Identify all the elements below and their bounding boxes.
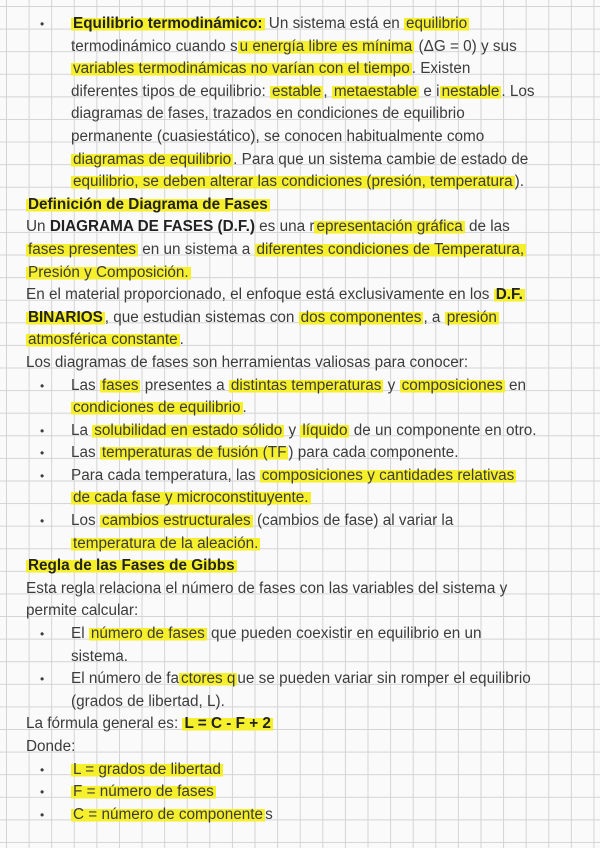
text: . bbox=[242, 399, 247, 417]
text: . Los bbox=[501, 82, 535, 100]
text-line: permanente (cuasiestático), se conocen habitualmente como bbox=[71, 127, 485, 145]
list-item bbox=[26, 510, 586, 533]
text-line: permite calcular: bbox=[26, 602, 139, 620]
highlight: distintas temperaturas bbox=[230, 376, 382, 394]
text: y bbox=[284, 421, 301, 439]
text: de las bbox=[464, 218, 510, 236]
text-line bbox=[26, 262, 586, 285]
highlight: composiciones bbox=[401, 376, 503, 394]
list-item bbox=[26, 668, 586, 691]
text: , bbox=[323, 82, 332, 100]
text: En el material proporcionado, el enfoque está exclusivamente en los bbox=[26, 286, 494, 304]
heading-text: Definición de Diagrama de Fases bbox=[28, 195, 268, 213]
highlight: temperatura de la aleación. bbox=[73, 534, 259, 552]
highlight: número de fases bbox=[90, 625, 205, 643]
text-line bbox=[26, 81, 586, 104]
list-item bbox=[26, 465, 586, 488]
text: Las bbox=[71, 444, 100, 462]
highlight: Presión y Composición. bbox=[28, 263, 189, 281]
text: es una r bbox=[254, 218, 315, 236]
highlight: condiciones de equilibrio bbox=[73, 399, 241, 417]
highlight: presión bbox=[446, 308, 497, 326]
text: y bbox=[383, 376, 400, 394]
text: e i bbox=[419, 82, 440, 100]
text-line bbox=[26, 216, 586, 239]
text: ue se pueden variar sin romper el equilibrio bbox=[237, 670, 531, 688]
text: La bbox=[71, 421, 93, 439]
text-line bbox=[26, 171, 586, 194]
highlight: líquido bbox=[302, 421, 348, 439]
highlight: composiciones y cantidades relativas bbox=[261, 466, 515, 484]
term-equilibrio-termodinamico: Equilibrio termodinámico: bbox=[73, 15, 263, 32]
text: en bbox=[504, 376, 527, 394]
list-item-continuation: (grados de libertad, L). bbox=[71, 692, 225, 710]
text: El bbox=[71, 625, 89, 643]
text-line: Los diagramas de fases son herramientas valiosas para conocer: bbox=[26, 353, 469, 371]
highlight: metaestable bbox=[333, 82, 418, 100]
text-line bbox=[26, 329, 586, 352]
list-item-continuation: sistema. bbox=[71, 647, 128, 665]
text-line: diagramas de fases, trazados en condiciones de equilibrio bbox=[71, 105, 465, 123]
text: que pueden coexistir en equilibrio en un bbox=[206, 625, 482, 643]
text: . Para que un sistema cambie de estado de bbox=[233, 150, 529, 168]
text-line: Donde: bbox=[26, 738, 76, 755]
list-item bbox=[26, 781, 586, 804]
highlight: fases presentes bbox=[28, 240, 136, 258]
text: en un sistema a bbox=[138, 240, 255, 258]
highlight: epresentación gráfica bbox=[316, 218, 463, 236]
highlight: temperaturas de fusión (TF bbox=[101, 444, 287, 462]
strong-term: DIAGRAMA DE FASES (D.F.) bbox=[49, 218, 255, 236]
text: diferentes tipos de equilibrio: bbox=[71, 82, 270, 100]
highlight: dos componentes bbox=[300, 308, 422, 326]
highlight: variables termodinámicas no varían con el tiempo bbox=[73, 60, 410, 78]
highlight: atmosférica constante bbox=[28, 331, 178, 349]
text: (cambios de fase) al variar la bbox=[252, 512, 454, 530]
highlight: estable bbox=[271, 82, 322, 100]
text: Un bbox=[26, 218, 50, 236]
text: Las bbox=[71, 376, 100, 394]
highlight: F = número de fases bbox=[73, 783, 214, 801]
section-heading-gibbs bbox=[26, 555, 586, 578]
text-line: Esta regla relaciona el número de fases con las variables del sistema y bbox=[26, 579, 508, 597]
text: . Existen bbox=[411, 60, 471, 78]
text: , a bbox=[423, 308, 445, 326]
list-item-continuation bbox=[26, 487, 586, 510]
highlight: cambios estructurales bbox=[101, 512, 251, 530]
highlight: u energía libre es mínima bbox=[239, 37, 413, 55]
text-line bbox=[26, 307, 586, 330]
text: El número de fa bbox=[71, 670, 179, 688]
text: , que estudian sistemas con bbox=[104, 308, 299, 326]
highlight: equilibrio bbox=[405, 15, 468, 32]
formula: L = C - F + 2 bbox=[184, 715, 271, 733]
text: presentes a bbox=[140, 376, 229, 394]
text: Para cada temperatura, las bbox=[71, 466, 260, 484]
list-item-continuation bbox=[26, 397, 586, 420]
text: Un sistema está en bbox=[264, 15, 404, 32]
list-item bbox=[26, 804, 586, 827]
highlight: solubilidad en estado sólido bbox=[94, 421, 283, 439]
highlight: fases bbox=[101, 376, 139, 394]
text-line bbox=[26, 36, 586, 59]
text: ) para cada componente. bbox=[288, 444, 459, 462]
text: (ΔG = 0) y sus bbox=[414, 37, 517, 55]
highlight: nestable bbox=[441, 82, 500, 100]
highlight: BINARIOS bbox=[28, 308, 103, 326]
text-line bbox=[26, 149, 586, 172]
list-item-continuation bbox=[26, 533, 586, 556]
highlight: diagramas de equilibrio bbox=[73, 150, 232, 168]
document-page bbox=[26, 13, 586, 826]
formula-line bbox=[26, 713, 586, 736]
text: s bbox=[265, 805, 273, 823]
text: La fórmula general es: bbox=[26, 715, 183, 733]
text-line bbox=[26, 239, 586, 262]
text: ). bbox=[514, 173, 524, 191]
bullet-equilibrio bbox=[26, 13, 586, 36]
highlight: C = número de componente bbox=[73, 805, 264, 823]
heading-text: Regla de las Fases de Gibbs bbox=[28, 557, 235, 575]
list-item bbox=[26, 623, 586, 646]
list-item bbox=[26, 442, 586, 465]
list-item bbox=[26, 375, 586, 398]
highlight: equilibrio, se deben alterar las condiciones (presión, temperatura bbox=[73, 173, 513, 191]
text: . bbox=[179, 331, 184, 349]
text: Los bbox=[71, 512, 100, 530]
highlight: ctores q bbox=[181, 670, 236, 688]
text: termodinámico cuando s bbox=[71, 37, 238, 55]
text: de un componente en otro. bbox=[349, 421, 537, 439]
text-line bbox=[26, 284, 586, 307]
highlight: D.F. bbox=[495, 286, 523, 304]
list-item bbox=[26, 420, 586, 443]
section-heading-diagrama bbox=[26, 194, 586, 217]
text-line bbox=[26, 58, 586, 81]
highlight: diferentes condiciones de Temperatura, bbox=[256, 240, 525, 258]
highlight: de cada fase y microconstituyente. bbox=[73, 489, 309, 507]
highlight: L = grados de libertad bbox=[73, 760, 221, 778]
list-item bbox=[26, 759, 586, 782]
